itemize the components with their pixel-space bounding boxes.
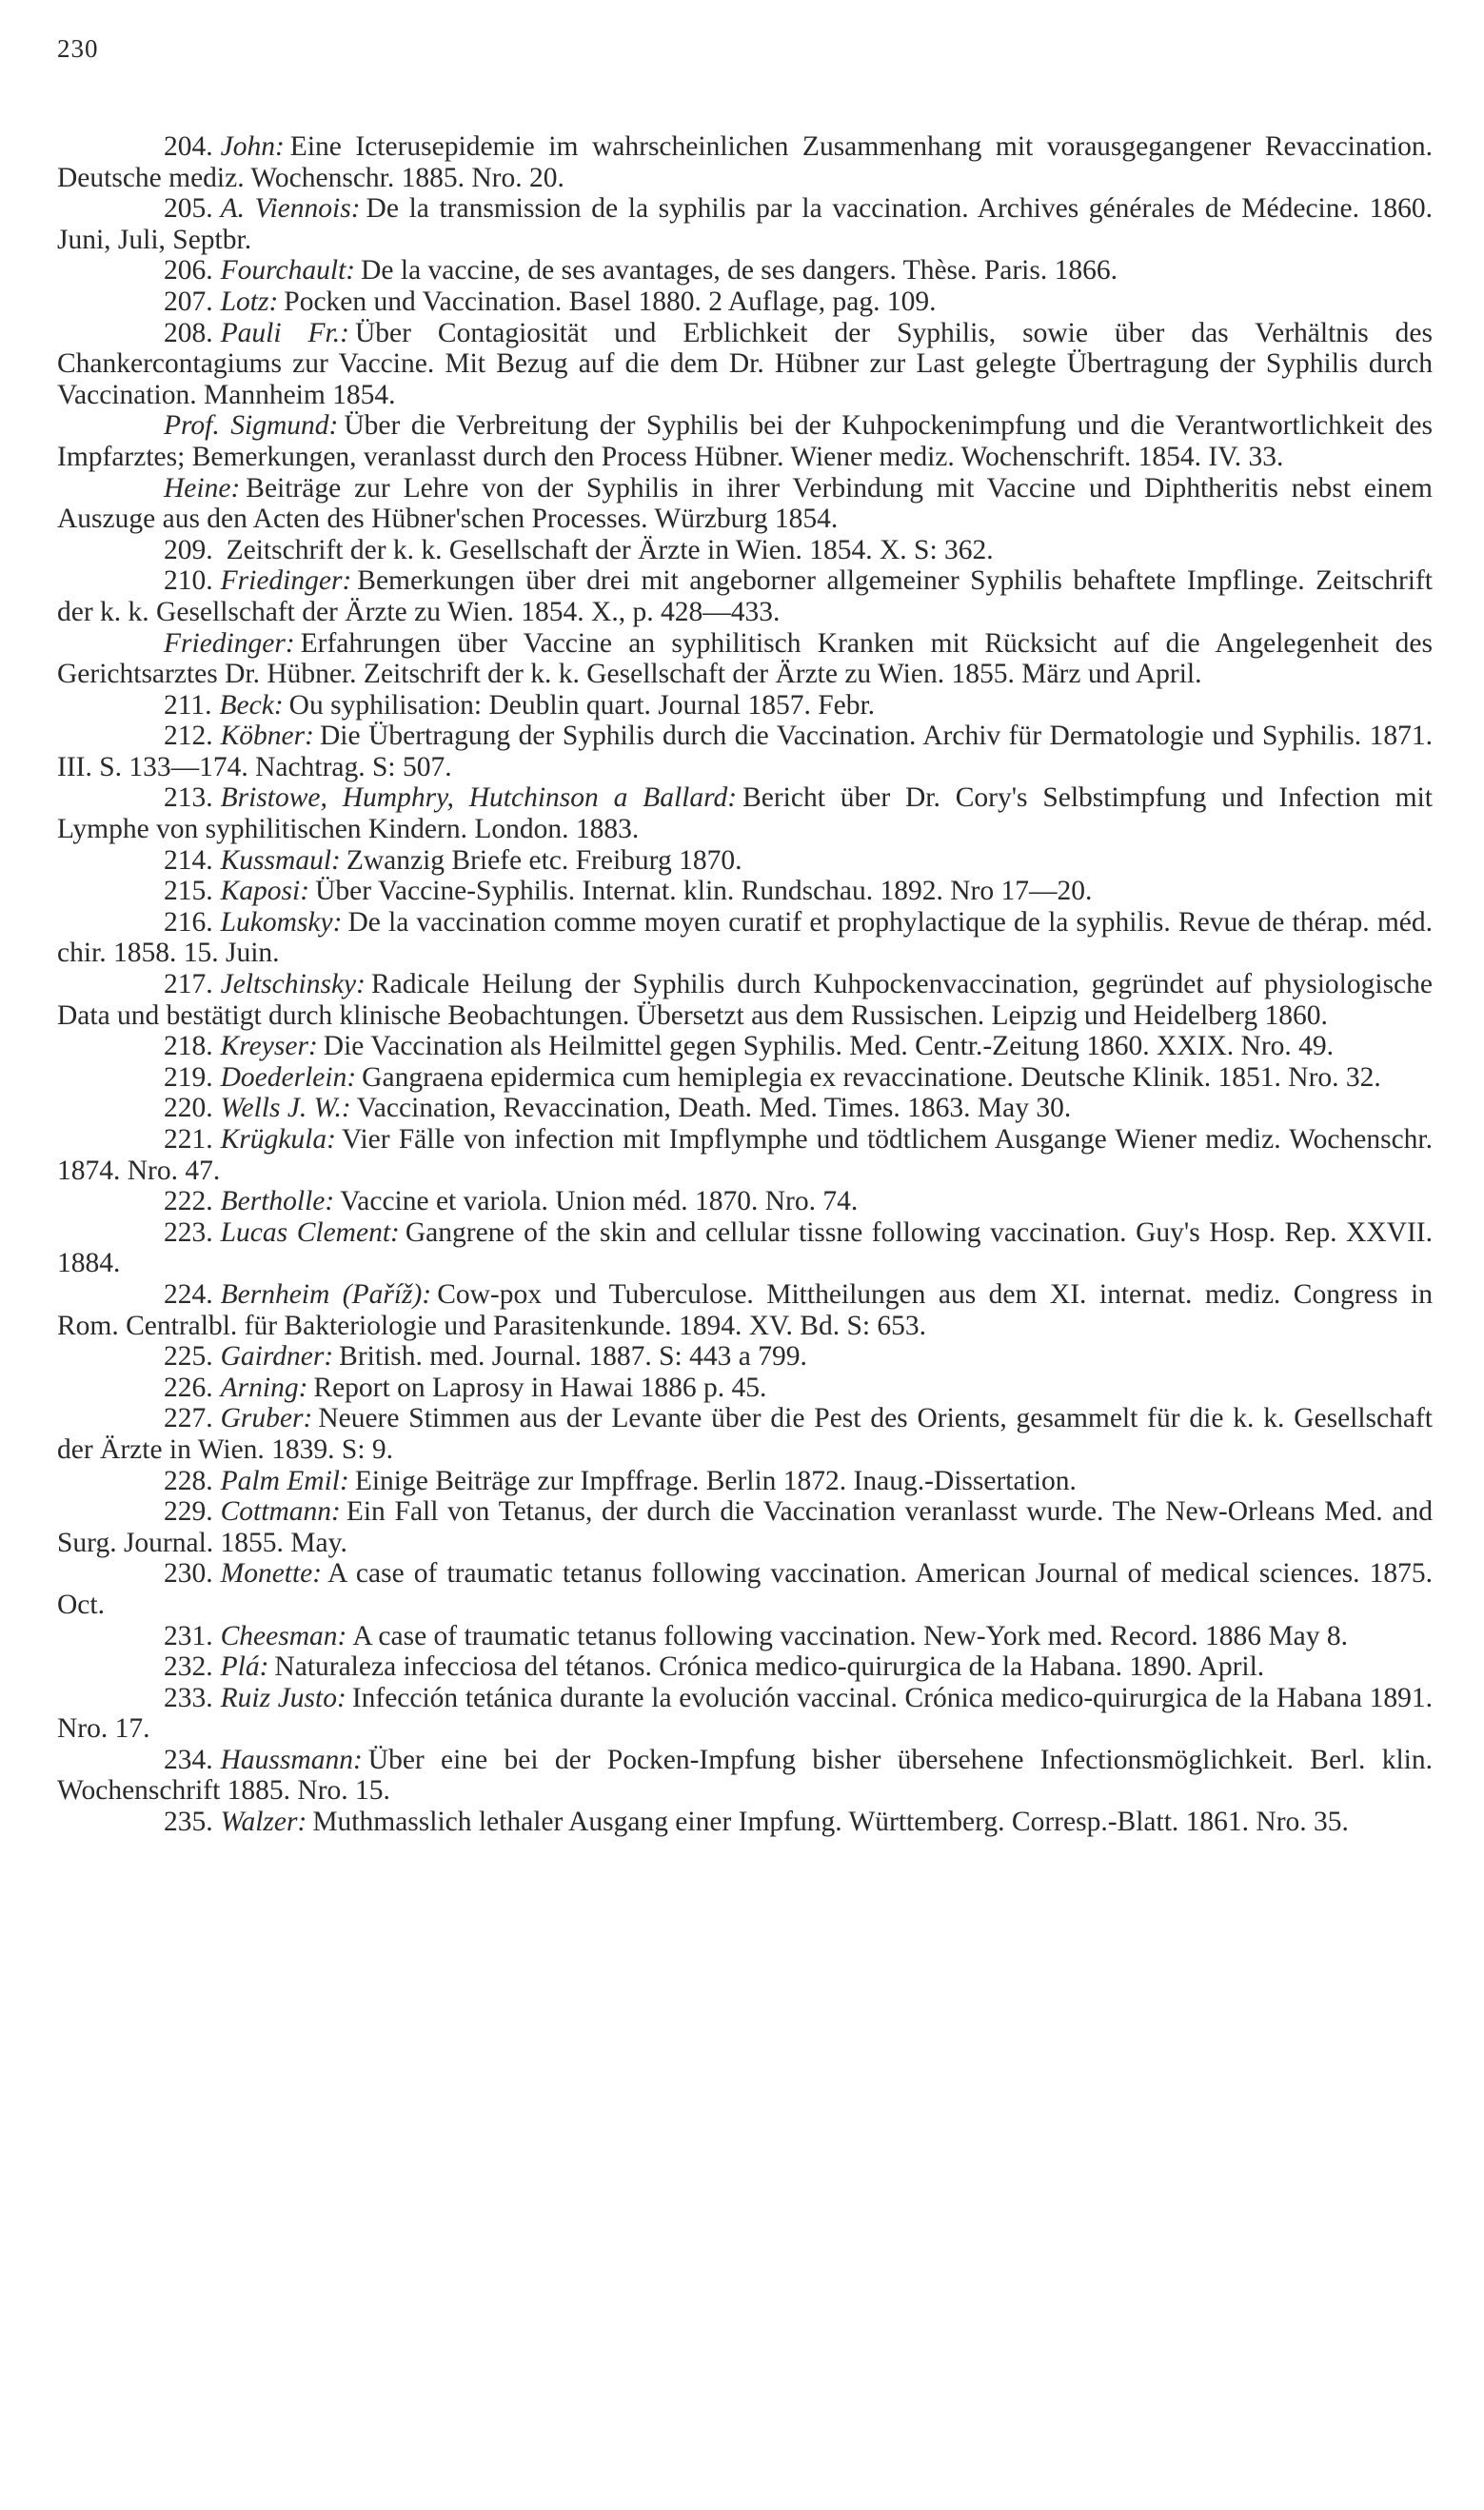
entry-citation: Vaccine et variola. Union méd. 1870. Nro. 74. xyxy=(340,1186,859,1217)
entry-number: 212. xyxy=(164,721,213,752)
entry-citation: British. med. Journal. 1887. S: 443 a 799. xyxy=(339,1341,807,1373)
entry-author: Beck : xyxy=(220,690,284,721)
entry-number: 214. xyxy=(164,844,213,876)
bibliography-entry xyxy=(57,1062,1433,1094)
entry-number: 208. xyxy=(164,317,213,348)
entry-number: 233. xyxy=(164,1682,213,1713)
bibliography-entry xyxy=(57,1093,1433,1124)
entry-number: 211. xyxy=(164,689,212,721)
entry-author: Bernheim (Paříž) : xyxy=(221,1279,432,1310)
entry-number: 222. xyxy=(164,1186,213,1217)
bibliography-entry xyxy=(57,1373,1433,1404)
entry-author: Cheesman : xyxy=(221,1621,347,1651)
entry-author: Friedinger : xyxy=(164,628,295,659)
bibliography-entry xyxy=(57,969,1433,1031)
page-number: 230 xyxy=(57,34,99,63)
entry-citation: Zwanzig Briefe etc. Freiburg 1870. xyxy=(346,844,742,876)
entry-author: Friedinger : xyxy=(221,565,352,596)
entry-author: Krügkula : xyxy=(221,1124,336,1155)
bibliography-entry xyxy=(57,1807,1433,1838)
bibliography-entry xyxy=(57,628,1433,690)
entry-citation: Bericht über Dr. Cory's Selbstimpfung und Infection mit Lymphe von syphilitischen Kindern. London. 1883. xyxy=(57,782,1434,845)
entry-author: Monette : xyxy=(221,1558,322,1589)
bibliography-entry xyxy=(57,1279,1433,1341)
entry-author: Arning : xyxy=(221,1373,308,1403)
bibliography-entry xyxy=(57,782,1433,844)
entry-author: Ruiz Justo : xyxy=(221,1683,346,1713)
entry-citation: De la vaccination comme moyen curatif et prophylactique de la syphilis. Revue de thérap. méd. chir. 1858. 15. Juin. xyxy=(57,906,1433,969)
entry-number: 204. xyxy=(164,131,213,162)
bibliography-entry xyxy=(57,131,1433,193)
entry-author: Kussmaul : xyxy=(221,845,341,876)
entry-citation: Beiträge zur Lehre von der Syphilis in ihrer Verbindung mit Vaccine und Diphtheritis nebst einem Auszuge aus den Acten des Hübner'schen Processes. Würzburg 1854. xyxy=(57,472,1433,535)
entry-citation: Report on Laprosy in Hawai 1886 p. 45. xyxy=(313,1372,767,1403)
bibliography-entry xyxy=(57,1217,1433,1279)
entry-number: 232. xyxy=(164,1651,213,1683)
entry-author: John : xyxy=(221,131,285,162)
entry-author: Gairdner : xyxy=(221,1341,334,1372)
entry-citation: Ein Fall von Tetanus, der durch die Vaccination veranlasst wurde. The New-Orleans Med. and Surg. Journal. 1855. May. xyxy=(57,1496,1433,1558)
entry-citation: Vier Fälle von infection mit Impflymphe und tödtlichem Ausgange Wiener mediz. Wochenschr. 1874. Nro. 47. xyxy=(57,1124,1433,1186)
entry-citation: Über die Verbreitung der Syphilis bei der Kuhpockenimpfung und die Verantwortlichkeit des Impfarztes; Bemerkungen, veranlasst durch den Process Hübner. Wiener mediz. Wochenschrift. 1854. IV. 33. xyxy=(57,410,1433,472)
entry-citation: Die Vaccination als Heilmittel gegen Syphilis. Med. Centr.-Zeitung 1860. XXIX. Nro. 49. xyxy=(323,1031,1335,1062)
bibliography-entry xyxy=(57,1466,1433,1497)
entry-author: A. Viennois : xyxy=(221,193,361,224)
entry-citation: Cow-pox und Tuberculose. Mittheilungen aus dem XI. internat. mediz. Congress in Rom. Centralbl. für Bakteriologie und Parasitenkunde. 1894. XV. Bd. S: 653. xyxy=(57,1278,1433,1341)
bibliography-entry xyxy=(57,193,1433,255)
bibliography-entry xyxy=(57,1651,1433,1683)
entry-author: Haussmann : xyxy=(221,1745,363,1775)
bibliography-entry xyxy=(57,876,1433,907)
bibliography-entry xyxy=(57,721,1433,782)
bibliography-entry xyxy=(57,473,1433,535)
entry-citation: A case of traumatic tetanus following vaccination. American Journal of medical sciences. 1875. Oct. xyxy=(57,1558,1433,1620)
bibliography-entry xyxy=(57,1683,1433,1745)
entry-author: Plá : xyxy=(221,1651,269,1682)
bibliography-entry xyxy=(57,535,1433,566)
entry-citation: Über Contagiosität und Erblichkeit der Syphilis, sowie über das Verhältnis des Chankercontagiums zur Vaccine. Mit Bezug auf die dem Dr. Hübner zur Last gelegte Übertragung der Syphilis durch Vaccination. Mannheim 1854. xyxy=(57,317,1433,410)
entry-number: 227. xyxy=(164,1403,213,1434)
entry-number: 215. xyxy=(164,876,213,907)
entry-author: Palm Emil : xyxy=(221,1466,349,1496)
entry-number: 206. xyxy=(164,255,213,287)
bibliography-entry xyxy=(57,410,1433,472)
entry-citation: Über eine bei der Pocken-Impfung bisher übersehene Infectionsmöglichkeit. Berl. klin. Wochenschrift 1885. Nro. 15. xyxy=(57,1744,1433,1807)
bibliography-entry xyxy=(57,1496,1433,1558)
entry-author: Lukomsky : xyxy=(221,907,343,938)
entry-number: 209. xyxy=(164,534,213,565)
entry-citation: Vaccination, Revaccination, Death. Med. Times. 1863. May 30. xyxy=(356,1093,1072,1124)
bibliography-entry xyxy=(57,1745,1433,1807)
bibliography-entry xyxy=(57,1621,1433,1652)
entry-citation: Gangrene of the skin and cellular tissne following vaccination. Guy's Hosp. Rep. XXVII. 1884. xyxy=(57,1216,1433,1279)
entry-number: 219. xyxy=(164,1061,213,1093)
bibliography-entry xyxy=(57,1341,1433,1373)
entry-author: Lotz : xyxy=(221,287,279,317)
entry-citation: Radicale Heilung der Syphilis durch Kuhpockenvaccination, gegründet auf physiologische Data und bestätigt durch klinische Beobachtungen. Übersetzt aus dem Russischen. Leipzig und Heidelberg 1860. xyxy=(57,969,1433,1031)
bibliography-entry xyxy=(57,1186,1433,1217)
entry-author: Bertholle : xyxy=(221,1186,335,1216)
entry-number: 207. xyxy=(164,286,213,317)
entry-citation: Muthmasslich lethaler Ausgang einer Impfung. Württemberg. Corresp.-Blatt. 1861. Nro. 35. xyxy=(312,1807,1349,1838)
entry-citation: Über Vaccine-Syphilis. Internat. klin. Rundschau. 1892. Nro 17—20. xyxy=(315,876,1093,907)
entry-number: 226. xyxy=(164,1372,213,1403)
entry-citation: De la vaccine, de ses avantages, de ses dangers. Thèse. Paris. 1866. xyxy=(361,255,1118,287)
entry-number: 218. xyxy=(164,1031,213,1062)
entry-author: Prof. Sigmund : xyxy=(164,410,338,441)
entry-author: Kreyser : xyxy=(221,1031,318,1061)
entry-citation: Zeitschrift der k. k. Gesellschaft der Ärzte in Wien. 1854. X. S: 362. xyxy=(226,534,994,565)
entry-author: Kaposi : xyxy=(221,876,309,906)
entry-number: 205. xyxy=(164,193,213,225)
entry-citation: Infección tetánica durante la evolución vaccinal. Crónica medico-quirurgica de la Habana 1891. Nro. 17. xyxy=(57,1682,1433,1745)
entry-number: 234. xyxy=(164,1744,213,1775)
bibliography-entry xyxy=(57,1031,1433,1062)
bibliography-entry xyxy=(57,1124,1433,1186)
entry-number: 221. xyxy=(164,1124,213,1155)
entry-author: Bristowe, Humphry, Hutchinson a Ballard : xyxy=(221,782,737,813)
entry-citation: Erfahrungen über Vaccine an syphilitisch Kranken mit Rücksicht auf die Angelegenheit des Gerichtsarztes Dr. Hübner. Zeitschrift der k. k. Gesellschaft der Ärzte zu Wien. 1855. März und April. xyxy=(57,627,1433,690)
bibliography-entry xyxy=(57,907,1433,969)
bibliography-list xyxy=(57,131,1433,1838)
entry-number: 229. xyxy=(164,1496,213,1528)
entry-number: 231. xyxy=(164,1620,213,1651)
entry-number: 217. xyxy=(164,969,213,1000)
bibliography-entry xyxy=(57,845,1433,877)
entry-citation: Einige Beiträge zur Impffrage. Berlin 1872. Inaug.-Dissertation. xyxy=(354,1465,1077,1496)
entry-number: 228. xyxy=(164,1465,213,1496)
entry-number: 225. xyxy=(164,1341,213,1373)
entry-citation: De la transmission de la syphilis par la vaccination. Archives générales de Médecine. 1860. Juni, Juli, Septbr. xyxy=(57,193,1433,255)
entry-citation: Die Übertragung der Syphilis durch die Vaccination. Archiv für Dermatologie und Syphilis. 1871. III. S. 133—174. Nachtrag. S: 507. xyxy=(57,721,1433,782)
entry-author: Köbner : xyxy=(221,721,314,751)
entry-number: 216. xyxy=(164,906,213,938)
entry-citation: Gangraena epidermica cum hemiplegia ex revaccinatione. Deutsche Klinik. 1851. Nro. 32. xyxy=(362,1061,1381,1093)
entry-author: Walzer : xyxy=(221,1807,307,1837)
entry-number: 224. xyxy=(164,1278,213,1310)
bibliography-entry xyxy=(57,1403,1433,1465)
entry-author: Lucas Clement : xyxy=(221,1217,400,1248)
entry-citation: A case of traumatic tetanus following vaccination. New-York med. Record. 1886 May 8. xyxy=(352,1620,1348,1651)
bibliography-entry xyxy=(57,565,1433,627)
entry-author: Gruber : xyxy=(221,1403,313,1433)
entry-citation: Bemerkungen über drei mit angeborner allgemeiner Syphilis behaftete Impflinge. Zeitschrift der k. k. Gesellschaft der Ärzte zu Wien. 1854. X., p. 428—433. xyxy=(57,565,1433,627)
bibliography-entry xyxy=(57,690,1433,721)
entry-citation: Eine Icterusepidemie im wahrscheinlichen Zusammenhang mit vorausgegangener Revaccination. Deutsche mediz. Wochenschr. 1885. Nro. 20. xyxy=(57,131,1433,193)
entry-author: Cottmann : xyxy=(221,1496,341,1527)
bibliography-entry xyxy=(57,255,1433,287)
entry-author: Pauli Fr. : xyxy=(221,318,349,348)
entry-citation: Neuere Stimmen aus der Levante über die Pest des Orients, gesammelt für die k. k. Gesellschaft der Ärzte in Wien. 1839. S: 9. xyxy=(57,1403,1433,1465)
entry-author: Fourchault : xyxy=(221,255,355,286)
entry-author: Jeltschinsky : xyxy=(221,969,366,999)
entry-number: 223. xyxy=(164,1216,213,1248)
entry-author: Heine : xyxy=(164,473,240,504)
bibliography-entry xyxy=(57,318,1433,411)
entry-number: 213. xyxy=(164,782,213,814)
bibliography-entry xyxy=(57,1558,1433,1620)
entry-author: Doederlein : xyxy=(221,1062,357,1093)
entry-citation: Naturaleza infecciosa del tétanos. Crónica medico-quirurgica de la Habana. 1890. April. xyxy=(274,1651,1265,1683)
entry-number: 210. xyxy=(164,565,213,597)
entry-citation: Pocken und Vaccination. Basel 1880. 2 Auflage, pag. 109. xyxy=(284,286,937,317)
entry-citation: Ou syphilisation: Deublin quart. Journal 1857. Febr. xyxy=(288,689,876,721)
entry-number: 220. xyxy=(164,1093,213,1124)
entry-author: Wells J. W. : xyxy=(221,1093,351,1123)
entry-number: 230. xyxy=(164,1558,213,1590)
bibliography-entry xyxy=(57,287,1433,318)
entry-number: 235. xyxy=(164,1807,213,1838)
